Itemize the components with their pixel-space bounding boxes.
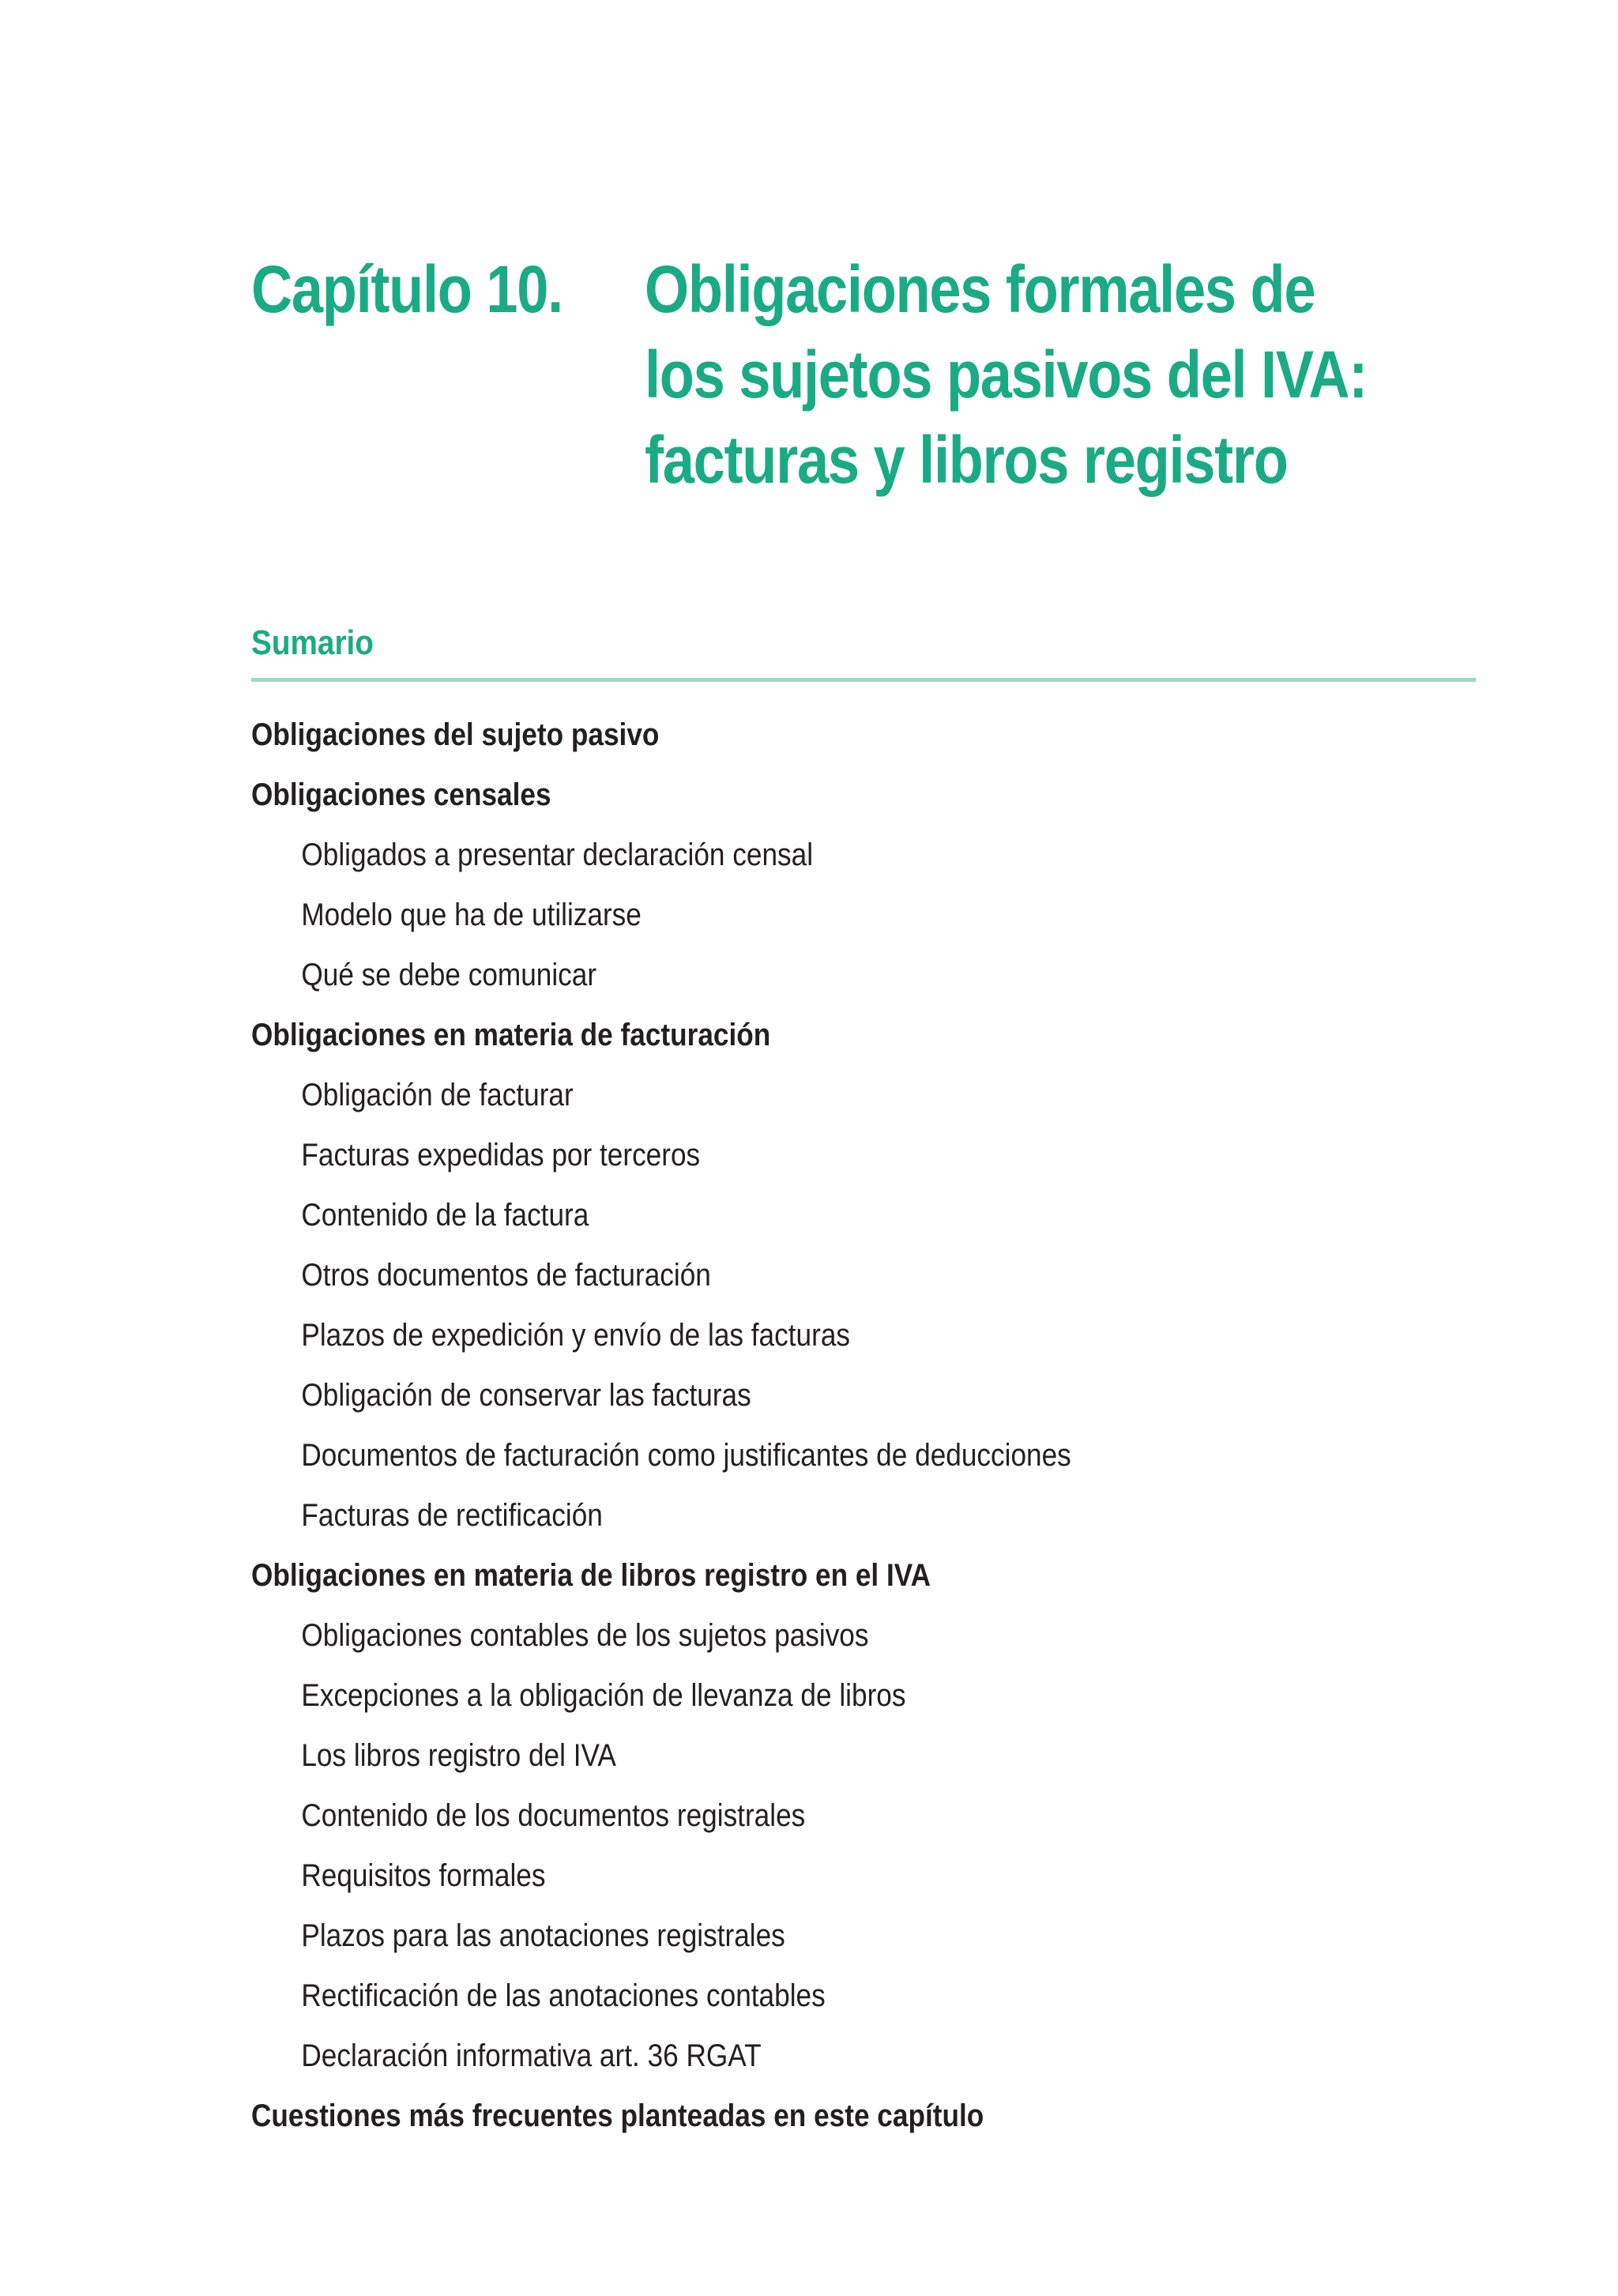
summary-subsection-item: Facturas de rectificación <box>301 1498 603 1533</box>
summary-section-item: Obligaciones del sujeto pasivo <box>251 717 660 752</box>
summary-subsection-item: Plazos de expedición y envío de las facturas <box>301 1318 850 1353</box>
summary-subsection-item: Requisitos formales <box>301 1858 546 1893</box>
chapter-header <box>251 247 1484 515</box>
summary-section-item: Cuestiones más frecuentes planteadas en este capítulo <box>251 2098 984 2133</box>
summary-subsection-item: Facturas expedidas por terceros <box>301 1138 701 1172</box>
summary-subsection-item: Obligación de conservar las facturas <box>301 1378 751 1413</box>
summary-subsection-item: Plazos para las anotaciones registrales <box>301 1918 785 1953</box>
chapter-title-line: Obligaciones formales de <box>645 252 1315 326</box>
summary-subsection-item: Obligados a presentar declaración censal <box>301 837 814 872</box>
chapter-title-line: los sujetos pasivos del IVA: <box>645 337 1367 412</box>
summary-subsection-item: Otros documentos de facturación <box>301 1258 711 1293</box>
summary-subsection-item: Obligación de facturar <box>301 1078 574 1112</box>
summary-subsection-item: Contenido de los documentos registrales <box>301 1798 806 1833</box>
summary-subsection-item: Modelo que ha de utilizarse <box>301 898 642 932</box>
summary-subsection-item: Declaración informativa art. 36 RGAT <box>301 2038 762 2073</box>
summary-section-item: Obligaciones censales <box>251 777 551 812</box>
summary-subsection-item: Obligaciones contables de los sujetos pasivos <box>301 1618 869 1653</box>
summary-divider <box>251 678 1476 682</box>
summary-heading: Sumario <box>251 623 374 662</box>
chapter-title <box>645 247 1367 502</box>
summary-subsection-item: Rectificación de las anotaciones contables <box>301 1978 826 2013</box>
chapter-label: Capítulo 10. <box>251 252 563 326</box>
summary-subsection-item: Los libros registro del IVA <box>301 1738 616 1773</box>
summary-subsection-item: Contenido de la factura <box>301 1198 589 1233</box>
summary-subsection-item: Documentos de facturación como justificantes de deducciones <box>301 1438 1071 1473</box>
summary-subsection-item: Qué se debe comunicar <box>301 958 597 992</box>
summary-subsection-item: Excepciones a la obligación de llevanza de libros <box>301 1678 906 1713</box>
summary-section-item: Obligaciones en materia de facturación <box>251 1018 771 1052</box>
summary-section-item: Obligaciones en materia de libros registro en el IVA <box>251 1558 931 1593</box>
summary-list <box>251 713 1476 2154</box>
chapter-title-line: facturas y libros registro <box>645 423 1288 497</box>
